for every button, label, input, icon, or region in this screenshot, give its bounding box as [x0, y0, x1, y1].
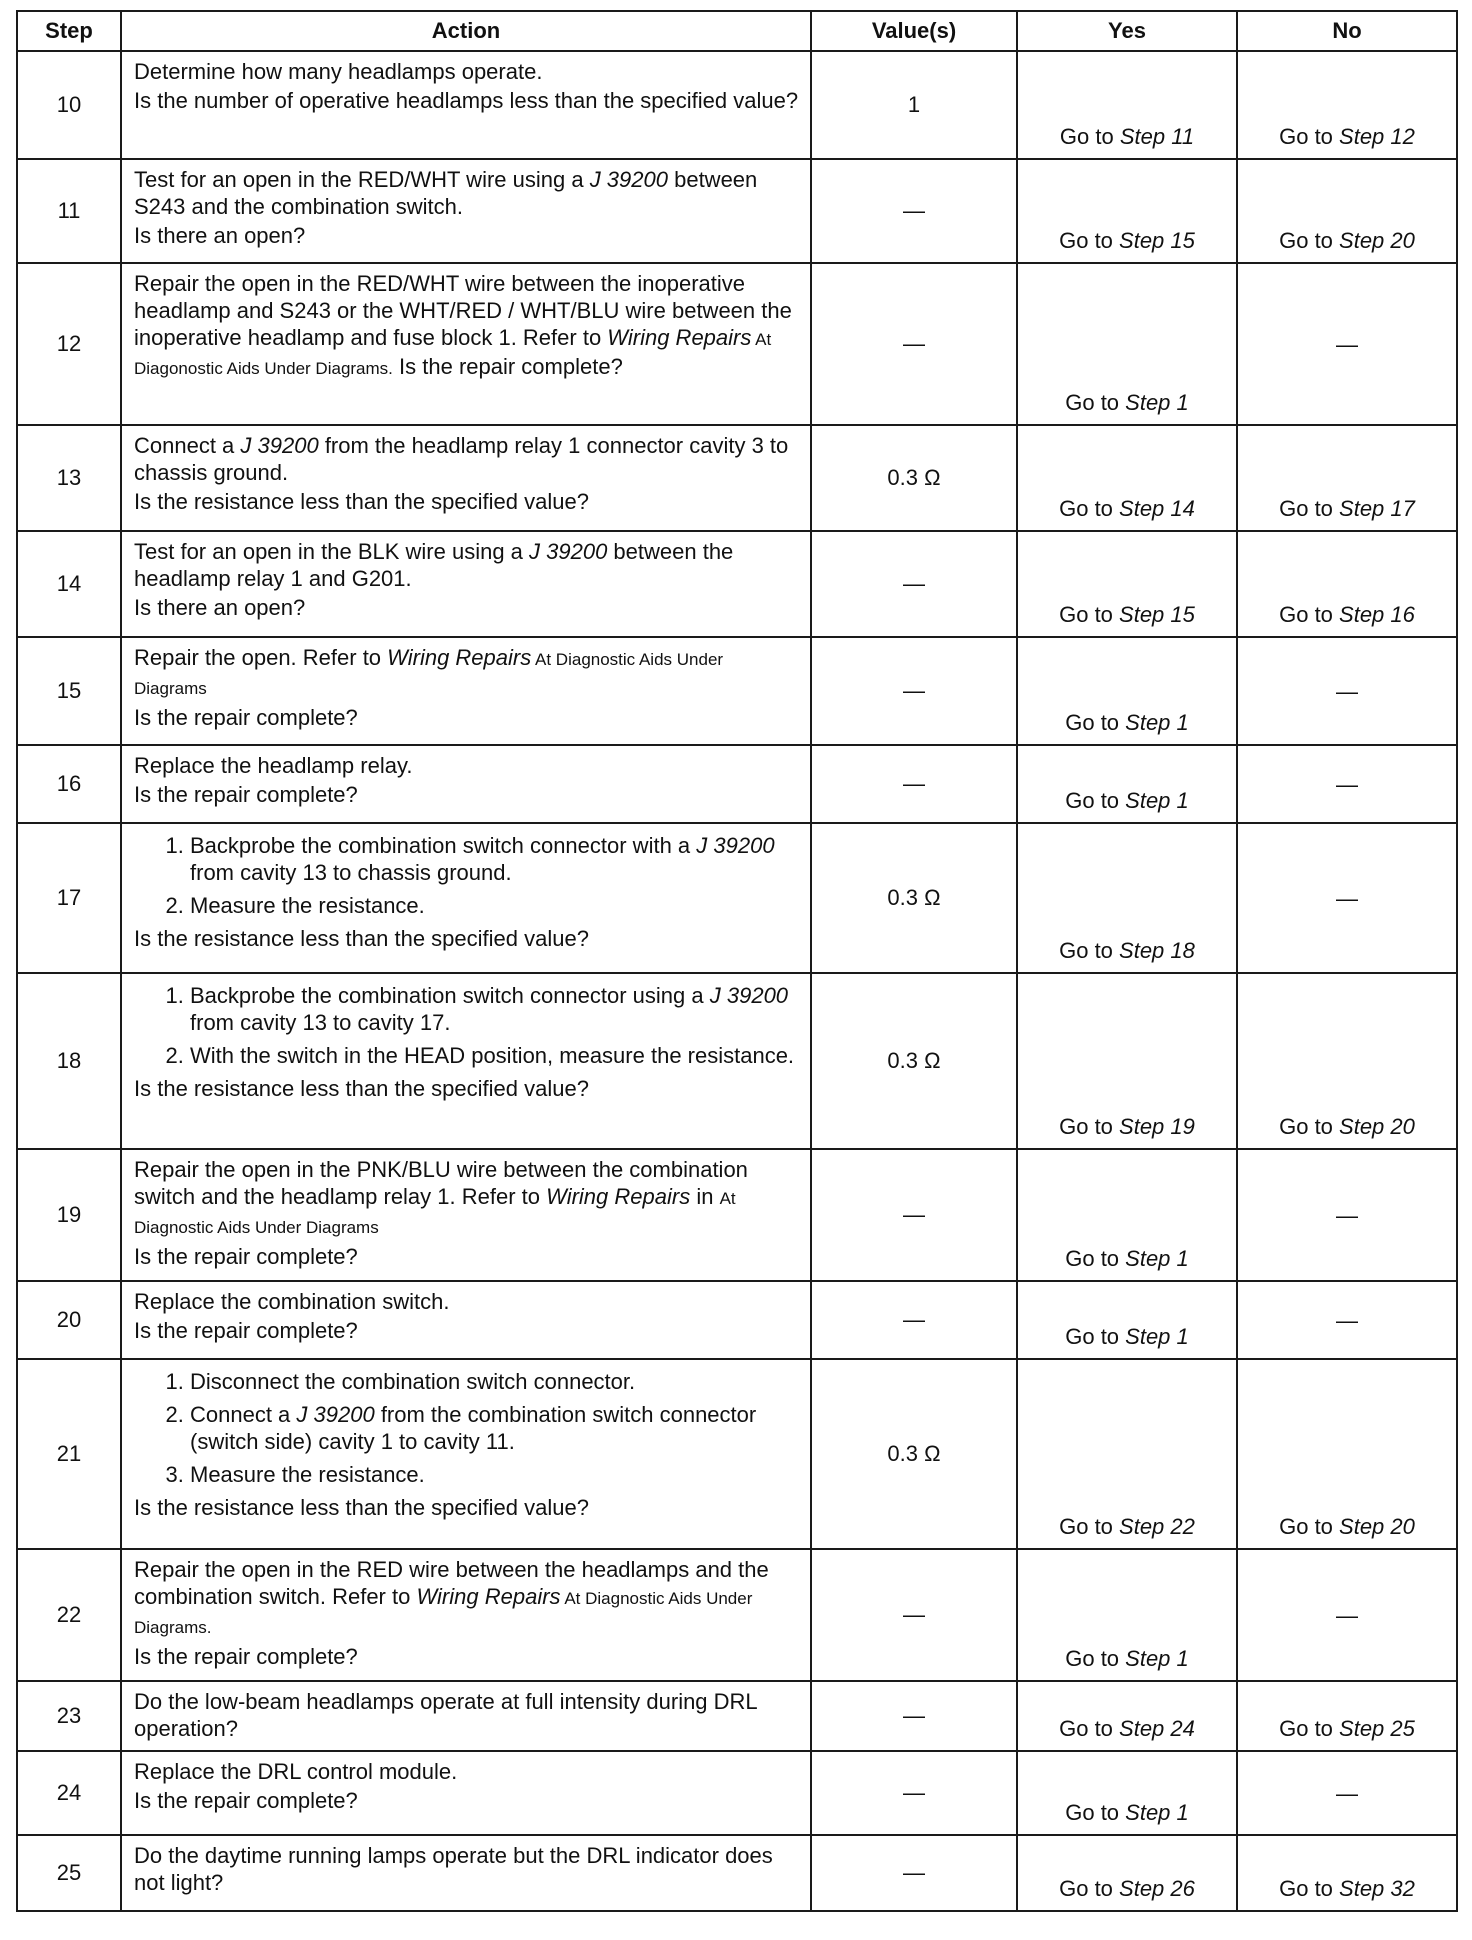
value-cell: 0.3 Ω	[811, 425, 1017, 531]
text-segment: Is the repair complete?	[134, 1244, 358, 1269]
value-cell: —	[811, 745, 1017, 823]
step-number: 14	[17, 531, 121, 637]
no-cell	[1237, 51, 1457, 159]
yes-cell	[1017, 745, 1237, 823]
value-cell: —	[811, 1835, 1017, 1911]
text-segment: Replace the DRL control module.	[134, 1759, 458, 1784]
action-steps-list	[134, 982, 800, 1069]
action-line	[134, 594, 800, 621]
yes-goto-prefix: Go to	[1059, 1114, 1120, 1139]
text-segment: Is the resistance less than the specified value?	[134, 1076, 589, 1101]
text-segment: At Diagnostic Aids Under Diagrams.	[134, 1589, 753, 1637]
no-cell	[1237, 1549, 1457, 1681]
text-segment: Measure the resistance.	[190, 893, 425, 918]
yes-goto-prefix: Go to	[1059, 1514, 1120, 1539]
text-segment: between S243 and the combination switch.	[134, 167, 758, 219]
action-line	[134, 925, 800, 952]
text-segment: At Diagnostic Aids Under Diagrams	[134, 1189, 736, 1237]
text-segment: Do the daytime running lamps operate but the DRL indicator does not light?	[134, 1843, 773, 1895]
text-segment: Wiring Repairs	[416, 1584, 561, 1609]
yes-goto-prefix: Go to	[1059, 602, 1120, 627]
step-number: 19	[17, 1149, 121, 1281]
yes-cell	[1017, 263, 1237, 425]
action-cell	[121, 1751, 811, 1835]
text-segment: J 39200	[529, 539, 608, 564]
value-cell: —	[811, 1549, 1017, 1681]
table-row	[17, 823, 1457, 973]
text-segment: Is the resistance less than the specified value?	[134, 1495, 589, 1520]
action-line	[134, 1643, 800, 1670]
value-cell: —	[811, 1751, 1017, 1835]
yes-cell	[1017, 823, 1237, 973]
text-segment: Is the resistance less than the specified value?	[134, 926, 589, 951]
action-line	[134, 644, 800, 702]
text-segment: Repair the open. Refer to	[134, 645, 388, 670]
no-goto-prefix: Go to	[1279, 1514, 1340, 1539]
no-goto-prefix: Go to	[1279, 1114, 1340, 1139]
step-number: 16	[17, 745, 121, 823]
no-cell	[1237, 637, 1457, 745]
no-dash: —	[1336, 885, 1358, 911]
action-cell	[121, 531, 811, 637]
yes-cell	[1017, 531, 1237, 637]
yes-goto-prefix: Go to	[1065, 1800, 1126, 1825]
step-number: 17	[17, 823, 121, 973]
action-line	[134, 1556, 800, 1641]
yes-goto-step: Step 19	[1119, 1114, 1195, 1139]
action-line	[134, 1317, 800, 1344]
action-step	[190, 832, 800, 886]
action-line	[134, 1842, 800, 1896]
text-segment: from the combination switch connector (switch side) cavity 1 to cavity 11.	[190, 1402, 757, 1454]
action-line	[134, 166, 800, 220]
no-goto-prefix: Go to	[1279, 496, 1340, 521]
no-goto-step: Step 20	[1339, 1514, 1415, 1539]
no-goto-step: Step 25	[1339, 1716, 1415, 1741]
yes-goto-step: Step 26	[1119, 1876, 1195, 1901]
no-goto-step: Step 32	[1339, 1876, 1415, 1901]
yes-cell	[1017, 1359, 1237, 1549]
header-values: Value(s)	[811, 11, 1017, 51]
yes-goto-step: Step 1	[1125, 1800, 1189, 1825]
action-cell	[121, 51, 811, 159]
yes-cell	[1017, 637, 1237, 745]
action-line	[134, 1494, 800, 1521]
yes-goto-prefix: Go to	[1059, 1876, 1120, 1901]
no-dash: —	[1336, 1307, 1358, 1333]
yes-goto-prefix: Go to	[1065, 1324, 1126, 1349]
no-dash: —	[1336, 771, 1358, 797]
text-segment: Repair the open in the RED/WHT wire between the inoperative headlamp and S243 or the WHT/RED / WHT/BLU wire between the inoperative headlamp and fuse block 1. Refer to	[134, 271, 792, 350]
no-goto-step: Step 12	[1339, 124, 1415, 149]
action-line	[134, 87, 800, 114]
action-step	[190, 1461, 800, 1488]
action-line	[134, 781, 800, 808]
action-cell	[121, 1549, 811, 1681]
no-cell	[1237, 1681, 1457, 1751]
value-cell: —	[811, 637, 1017, 745]
text-segment: Connect a	[190, 1402, 297, 1427]
text-segment: At Diagnostic Aids Under Diagrams	[134, 650, 724, 698]
yes-goto-step: Step 1	[1125, 1246, 1189, 1271]
yes-cell	[1017, 425, 1237, 531]
no-goto-prefix: Go to	[1279, 124, 1340, 149]
yes-cell	[1017, 51, 1237, 159]
header-no: No	[1237, 11, 1457, 51]
text-segment: Backprobe the combination switch connector using a	[190, 983, 710, 1008]
value-cell: 0.3 Ω	[811, 1359, 1017, 1549]
header-yes: Yes	[1017, 11, 1237, 51]
text-segment: from the headlamp relay 1 connector cavity 3 to chassis ground.	[134, 433, 789, 485]
yes-goto-prefix: Go to	[1059, 938, 1120, 963]
action-line	[134, 1787, 800, 1814]
yes-goto-prefix: Go to	[1059, 228, 1120, 253]
value-cell: —	[811, 531, 1017, 637]
yes-goto-prefix: Go to	[1065, 788, 1126, 813]
action-line	[134, 752, 800, 779]
yes-goto-prefix: Go to	[1065, 1246, 1126, 1271]
diagnostic-table	[16, 10, 1458, 1912]
action-line	[134, 1758, 800, 1785]
yes-cell	[1017, 1835, 1237, 1911]
table-row	[17, 51, 1457, 159]
action-line	[134, 432, 800, 486]
value-cell: —	[811, 1281, 1017, 1359]
action-line	[134, 488, 800, 515]
step-number: 21	[17, 1359, 121, 1549]
no-dash: —	[1336, 1202, 1358, 1228]
text-segment: in	[690, 1184, 720, 1209]
no-cell	[1237, 1835, 1457, 1911]
no-dash: —	[1336, 678, 1358, 704]
table-row	[17, 159, 1457, 263]
value-cell: —	[811, 263, 1017, 425]
text-segment: Do the low-beam headlamps operate at full intensity during DRL operation?	[134, 1689, 757, 1741]
table-row	[17, 425, 1457, 531]
table-body	[17, 51, 1457, 1911]
text-segment: J 39200	[696, 833, 775, 858]
table-row	[17, 1359, 1457, 1549]
action-cell	[121, 425, 811, 531]
yes-goto-step: Step 15	[1119, 602, 1195, 627]
no-cell	[1237, 973, 1457, 1149]
action-cell	[121, 1359, 811, 1549]
action-step	[190, 892, 800, 919]
text-segment: Is there an open?	[134, 595, 306, 620]
table-row	[17, 531, 1457, 637]
step-number: 18	[17, 973, 121, 1149]
action-line	[134, 58, 800, 85]
no-dash: —	[1336, 331, 1358, 357]
text-segment: Determine how many headlamps operate.	[134, 59, 543, 84]
table-row	[17, 1681, 1457, 1751]
text-segment: At Diagonostic Aids Under Diagrams.	[134, 330, 772, 378]
yes-cell	[1017, 973, 1237, 1149]
action-cell	[121, 1149, 811, 1281]
table-row	[17, 263, 1457, 425]
action-line	[134, 270, 800, 382]
header-action: Action	[121, 11, 811, 51]
yes-goto-step: Step 1	[1125, 710, 1189, 735]
action-cell	[121, 973, 811, 1149]
text-segment: Is the number of operative headlamps less than the specified value?	[134, 88, 799, 113]
action-line	[134, 222, 800, 249]
step-number: 24	[17, 1751, 121, 1835]
action-line	[134, 1288, 800, 1315]
no-cell	[1237, 1149, 1457, 1281]
header-row	[17, 11, 1457, 51]
table-row	[17, 637, 1457, 745]
action-cell	[121, 1281, 811, 1359]
step-number: 11	[17, 159, 121, 263]
step-number: 25	[17, 1835, 121, 1911]
text-segment: Wiring Repairs	[387, 645, 532, 670]
no-cell	[1237, 745, 1457, 823]
yes-goto-step: Step 1	[1125, 1324, 1189, 1349]
yes-goto-step: Step 1	[1125, 390, 1189, 415]
no-goto-step: Step 16	[1339, 602, 1415, 627]
yes-goto-step: Step 24	[1119, 1716, 1195, 1741]
table-row	[17, 973, 1457, 1149]
value-cell: 0.3 Ω	[811, 973, 1017, 1149]
yes-goto-prefix: Go to	[1065, 710, 1126, 735]
value-cell: —	[811, 1149, 1017, 1281]
action-cell	[121, 263, 811, 425]
action-cell	[121, 159, 811, 263]
action-steps-list	[134, 1368, 800, 1488]
action-steps-list	[134, 832, 800, 919]
action-cell	[121, 637, 811, 745]
table-row	[17, 745, 1457, 823]
text-segment: Is the repair complete?	[392, 354, 623, 379]
text-segment: Backprobe the combination switch connector with a	[190, 833, 697, 858]
text-segment: Wiring Repairs	[546, 1184, 691, 1209]
step-number: 10	[17, 51, 121, 159]
action-step	[190, 1368, 800, 1395]
action-cell	[121, 1835, 811, 1911]
yes-goto-step: Step 11	[1119, 124, 1195, 149]
step-number: 12	[17, 263, 121, 425]
action-line	[134, 538, 800, 592]
text-segment: Repair the open in the PNK/BLU wire between the combination switch and the headlamp relay 1. Refer to	[134, 1157, 748, 1209]
no-cell	[1237, 531, 1457, 637]
text-segment: Repair the open in the RED wire between the headlamps and the combination switch. Refer to	[134, 1557, 769, 1609]
value-cell: —	[811, 159, 1017, 263]
text-segment: Is the repair complete?	[134, 705, 358, 730]
table-row	[17, 1149, 1457, 1281]
text-segment: J 39200	[240, 433, 319, 458]
text-segment: Wiring Repairs	[607, 325, 752, 350]
yes-goto-prefix: Go to	[1059, 496, 1120, 521]
action-step	[190, 1042, 800, 1069]
table-row	[17, 1751, 1457, 1835]
yes-goto-prefix: Go to	[1059, 1716, 1120, 1741]
no-cell	[1237, 263, 1457, 425]
value-cell: 1	[811, 51, 1017, 159]
text-segment: With the switch in the HEAD position, measure the resistance.	[190, 1043, 795, 1068]
action-step	[190, 1401, 800, 1455]
step-number: 13	[17, 425, 121, 531]
action-line	[134, 704, 800, 731]
yes-cell	[1017, 1149, 1237, 1281]
yes-goto-step: Step 18	[1119, 938, 1195, 963]
yes-goto-prefix: Go to	[1059, 124, 1120, 149]
yes-goto-prefix: Go to	[1065, 390, 1126, 415]
action-line	[134, 1243, 800, 1270]
text-segment: Is there an open?	[134, 223, 306, 248]
no-goto-step: Step 17	[1339, 496, 1415, 521]
text-segment: Is the repair complete?	[134, 782, 358, 807]
no-goto-step: Step 20	[1339, 1114, 1415, 1139]
action-step	[190, 982, 800, 1036]
text-segment: Is the repair complete?	[134, 1318, 358, 1343]
step-number: 22	[17, 1549, 121, 1681]
table-row	[17, 1549, 1457, 1681]
no-cell	[1237, 1281, 1457, 1359]
yes-cell	[1017, 159, 1237, 263]
text-segment: J 39200	[589, 167, 668, 192]
table-row	[17, 1835, 1457, 1911]
text-segment: Is the repair complete?	[134, 1644, 358, 1669]
step-number: 23	[17, 1681, 121, 1751]
no-cell	[1237, 1359, 1457, 1549]
no-goto-prefix: Go to	[1279, 1716, 1340, 1741]
text-segment: Disconnect the combination switch connector.	[190, 1369, 636, 1394]
step-number: 20	[17, 1281, 121, 1359]
text-segment: J 39200	[709, 983, 789, 1008]
text-segment: Is the resistance less than the specified value?	[134, 489, 589, 514]
yes-cell	[1017, 1751, 1237, 1835]
yes-goto-prefix: Go to	[1065, 1646, 1126, 1671]
yes-cell	[1017, 1681, 1237, 1751]
yes-goto-step: Step 1	[1125, 788, 1189, 813]
table-row	[17, 1281, 1457, 1359]
value-cell: 0.3 Ω	[811, 823, 1017, 973]
text-segment: Is the repair complete?	[134, 1788, 358, 1813]
yes-goto-step: Step 1	[1125, 1646, 1189, 1671]
yes-goto-step: Step 14	[1119, 496, 1195, 521]
action-line	[134, 1075, 800, 1102]
text-segment: Replace the headlamp relay.	[134, 753, 413, 778]
no-dash: —	[1336, 1602, 1358, 1628]
no-goto-prefix: Go to	[1279, 602, 1340, 627]
no-cell	[1237, 159, 1457, 263]
header-step: Step	[17, 11, 121, 51]
value-cell: —	[811, 1681, 1017, 1751]
action-cell	[121, 745, 811, 823]
text-segment: Test for an open in the BLK wire using a	[134, 539, 530, 564]
action-cell	[121, 1681, 811, 1751]
action-cell	[121, 823, 811, 973]
no-cell	[1237, 1751, 1457, 1835]
text-segment: between the headlamp relay 1 and G201.	[134, 539, 734, 591]
yes-goto-step: Step 15	[1119, 228, 1195, 253]
yes-cell	[1017, 1281, 1237, 1359]
text-segment: Measure the resistance.	[190, 1462, 425, 1487]
yes-goto-step: Step 22	[1119, 1514, 1195, 1539]
no-goto-prefix: Go to	[1279, 1876, 1340, 1901]
no-goto-prefix: Go to	[1279, 228, 1340, 253]
action-line	[134, 1688, 800, 1742]
text-segment: Test for an open in the RED/WHT wire using a	[134, 167, 590, 192]
text-segment: Replace the combination switch.	[134, 1289, 450, 1314]
yes-cell	[1017, 1549, 1237, 1681]
text-segment: from cavity 13 to chassis ground.	[190, 860, 512, 885]
no-cell	[1237, 823, 1457, 973]
no-cell	[1237, 425, 1457, 531]
action-line	[134, 1156, 800, 1241]
text-segment: J 39200	[296, 1402, 375, 1427]
no-goto-step: Step 20	[1339, 228, 1415, 253]
no-dash: —	[1336, 1780, 1358, 1806]
text-segment: Connect a	[134, 433, 241, 458]
step-number: 15	[17, 637, 121, 745]
text-segment: from cavity 13 to cavity 17.	[190, 1010, 451, 1035]
